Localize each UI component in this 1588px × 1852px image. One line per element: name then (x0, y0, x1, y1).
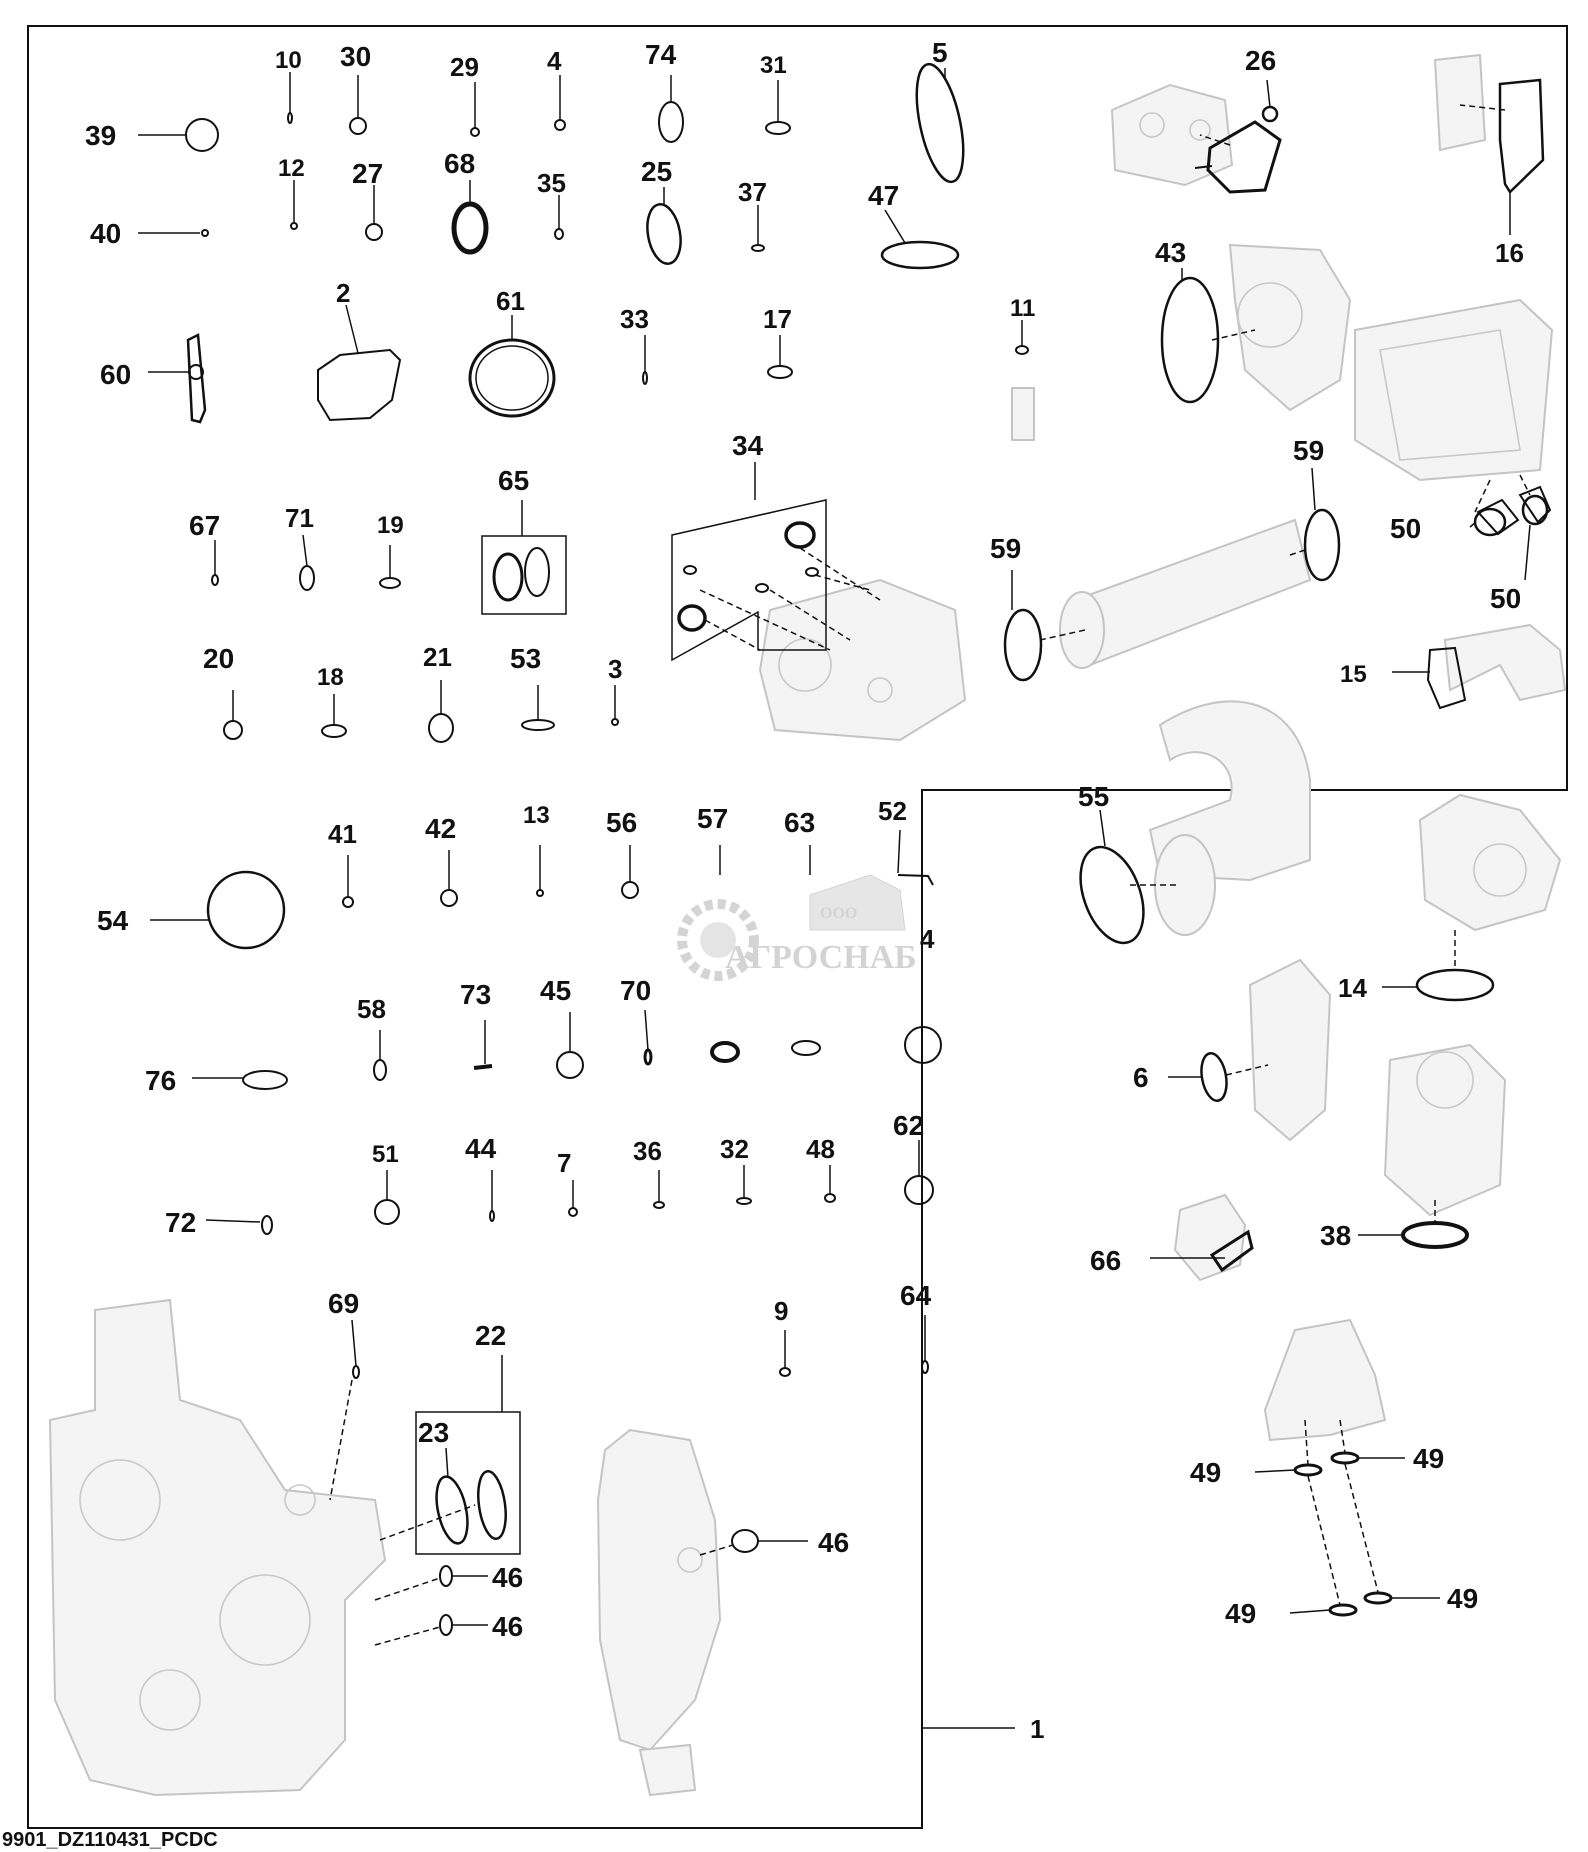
reference-code: 9901_DZ110431_PCDC (2, 1829, 218, 1851)
callout-30: 30 (340, 41, 372, 72)
part-68 (454, 204, 486, 252)
part-49-d (1365, 1593, 1391, 1603)
callout-29: 29 (450, 52, 479, 82)
callout-51: 51 (372, 1141, 399, 1168)
part-7 (569, 1208, 577, 1216)
callout-11: 11 (1010, 295, 1036, 322)
callout-56: 56 (606, 807, 638, 838)
part-76 (243, 1071, 287, 1089)
part-40 (202, 230, 208, 236)
part-34-ring-b (679, 606, 705, 630)
ghost-components (50, 55, 1565, 1795)
callout-14: 14 (1338, 973, 1367, 1003)
part-4 (555, 120, 565, 130)
callout-16: 16 (1495, 238, 1524, 268)
part-49-a (1295, 1465, 1321, 1475)
callout-20: 20 (203, 643, 235, 674)
part-3 (612, 719, 618, 725)
part-14 (1417, 970, 1493, 1000)
part-23-ring-a (431, 1474, 473, 1546)
part-59-left (1005, 610, 1041, 680)
callout-31: 31 (760, 52, 787, 79)
callout-59-b: 59 (1293, 435, 1325, 466)
part-54 (208, 872, 284, 948)
callout-5: 5 (932, 37, 948, 68)
part-62 (905, 1176, 933, 1204)
callout-27: 27 (352, 158, 384, 189)
part-56 (622, 882, 638, 898)
part-31 (766, 122, 790, 134)
part-9 (780, 1368, 790, 1376)
callout-66: 66 (1090, 1245, 1122, 1276)
part-23-ring-b (474, 1470, 509, 1541)
part-19 (380, 578, 400, 588)
callout-40: 40 (90, 218, 122, 249)
callout-22: 22 (475, 1320, 507, 1351)
part-2 (318, 350, 400, 420)
callout-72: 72 (165, 1207, 197, 1238)
part-48 (825, 1194, 835, 1202)
part-18 (322, 725, 346, 737)
callout-52: 52 (878, 796, 907, 826)
callout-49-c: 49 (1225, 1598, 1257, 1629)
callout-69: 69 (328, 1288, 360, 1319)
callout-48: 48 (806, 1134, 835, 1164)
callout-53: 53 (510, 643, 542, 674)
callout-13: 13 (523, 802, 550, 829)
callout-25: 25 (641, 156, 673, 187)
part-71 (300, 566, 314, 590)
callout-4: 4 (547, 46, 562, 76)
callout-18: 18 (317, 664, 344, 691)
part-36 (654, 1202, 664, 1208)
callout-62: 62 (893, 1110, 925, 1141)
callout-19: 19 (377, 512, 404, 539)
callout-49-d: 49 (1447, 1583, 1479, 1614)
callout-64: 64 (900, 1280, 932, 1311)
callout-4b: 4 (920, 924, 935, 954)
part-16 (1500, 80, 1543, 192)
part-10 (288, 113, 292, 123)
callout-47: 47 (868, 180, 900, 211)
callout-46-b: 46 (492, 1562, 524, 1593)
part-64 (922, 1361, 928, 1373)
part-74 (659, 102, 683, 142)
callout-43: 43 (1155, 237, 1187, 268)
part-52 (898, 875, 933, 885)
part-63-ring (792, 1041, 820, 1055)
part-61 (470, 340, 554, 416)
part-30 (350, 118, 366, 134)
callout-9: 9 (774, 1296, 789, 1326)
part-50-b (1523, 496, 1547, 524)
part-57-ring (712, 1043, 738, 1061)
part-5 (908, 60, 972, 186)
callout-7: 7 (557, 1148, 572, 1178)
watermark-main: АГРОСНАБ (725, 939, 917, 976)
part-58 (374, 1060, 386, 1080)
part-49-b (1332, 1453, 1358, 1463)
callout-42: 42 (425, 813, 457, 844)
callout-2: 2 (336, 278, 351, 308)
part-35 (555, 229, 563, 239)
callout-58: 58 (357, 994, 386, 1024)
part-43 (1162, 278, 1218, 402)
part-38 (1403, 1223, 1467, 1247)
callout-54: 54 (97, 905, 129, 936)
callout-57: 57 (697, 803, 729, 834)
part-59-right (1305, 510, 1339, 580)
part-39 (186, 119, 218, 151)
part-29 (471, 128, 479, 136)
part-11 (1016, 346, 1028, 354)
callout-68: 68 (444, 148, 476, 179)
callout-46-a: 46 (818, 1527, 850, 1558)
callout-76: 76 (145, 1065, 177, 1096)
part-21 (429, 714, 453, 742)
part-41 (343, 897, 353, 907)
part-17 (768, 366, 792, 378)
part-69 (353, 1366, 359, 1378)
callout-60: 60 (100, 359, 132, 390)
part-12 (291, 223, 297, 229)
part-34-ring-a (786, 523, 814, 547)
callout-38: 38 (1320, 1220, 1352, 1251)
part-46-b (440, 1566, 452, 1586)
part-65-ring-a (494, 554, 522, 600)
part-65-ring-b (525, 548, 549, 596)
callout-65: 65 (498, 465, 530, 496)
callout-46-c: 46 (492, 1611, 524, 1642)
part-49-c (1330, 1605, 1356, 1615)
callout-49-b: 49 (1413, 1443, 1445, 1474)
callout-49-a: 49 (1190, 1457, 1222, 1488)
callout-71: 71 (285, 503, 314, 533)
callout-44: 44 (465, 1133, 497, 1164)
callout-73: 73 (460, 979, 492, 1010)
part-20 (224, 721, 242, 739)
callout-39: 39 (85, 120, 117, 151)
callout-6: 6 (1133, 1062, 1149, 1093)
part-67 (212, 575, 218, 585)
callout-63: 63 (784, 807, 816, 838)
callout-33: 33 (620, 304, 649, 334)
callout-15: 15 (1340, 661, 1367, 688)
callout-34: 34 (732, 430, 764, 461)
callout-70: 70 (620, 975, 652, 1006)
part-42 (441, 890, 457, 906)
part-73 (474, 1066, 492, 1068)
part-44 (490, 1211, 494, 1221)
callout-55: 55 (1078, 781, 1110, 812)
watermark-small: ООО (820, 905, 858, 922)
callout-59-a: 59 (990, 533, 1022, 564)
part-32 (737, 1198, 751, 1204)
callout-10: 10 (275, 47, 302, 74)
callout-3: 3 (608, 654, 623, 684)
part-55 (1069, 838, 1156, 951)
callout-35: 35 (537, 168, 566, 198)
callout-23: 23 (418, 1417, 450, 1448)
part-47 (882, 242, 958, 268)
callout-50-a: 50 (1390, 513, 1422, 544)
callout-37: 37 (738, 177, 767, 207)
part-46-c (440, 1615, 452, 1635)
part-27 (366, 224, 382, 240)
part-45 (557, 1052, 583, 1078)
callout-45: 45 (540, 975, 572, 1006)
callout-67: 67 (189, 510, 221, 541)
part-37 (752, 245, 764, 251)
callout-26: 26 (1245, 45, 1277, 76)
part-13 (537, 890, 543, 896)
callout-1: 1 (1030, 1714, 1045, 1744)
part-25 (643, 202, 685, 267)
callout-21: 21 (423, 642, 452, 672)
part-70 (645, 1050, 651, 1064)
callout-17: 17 (763, 304, 792, 334)
part-6 (1198, 1051, 1230, 1102)
callout-12: 12 (278, 155, 305, 182)
callout-74: 74 (645, 39, 677, 70)
part-46-a (732, 1530, 758, 1552)
callout-32: 32 (720, 1134, 749, 1164)
part-53 (522, 720, 554, 730)
callout-61: 61 (496, 286, 525, 316)
callout-50-b: 50 (1490, 583, 1522, 614)
part-72 (262, 1216, 272, 1234)
part-33 (643, 372, 647, 384)
watermark (682, 875, 917, 976)
part-51 (375, 1200, 399, 1224)
callout-36: 36 (633, 1136, 662, 1166)
callout-41: 41 (328, 819, 357, 849)
